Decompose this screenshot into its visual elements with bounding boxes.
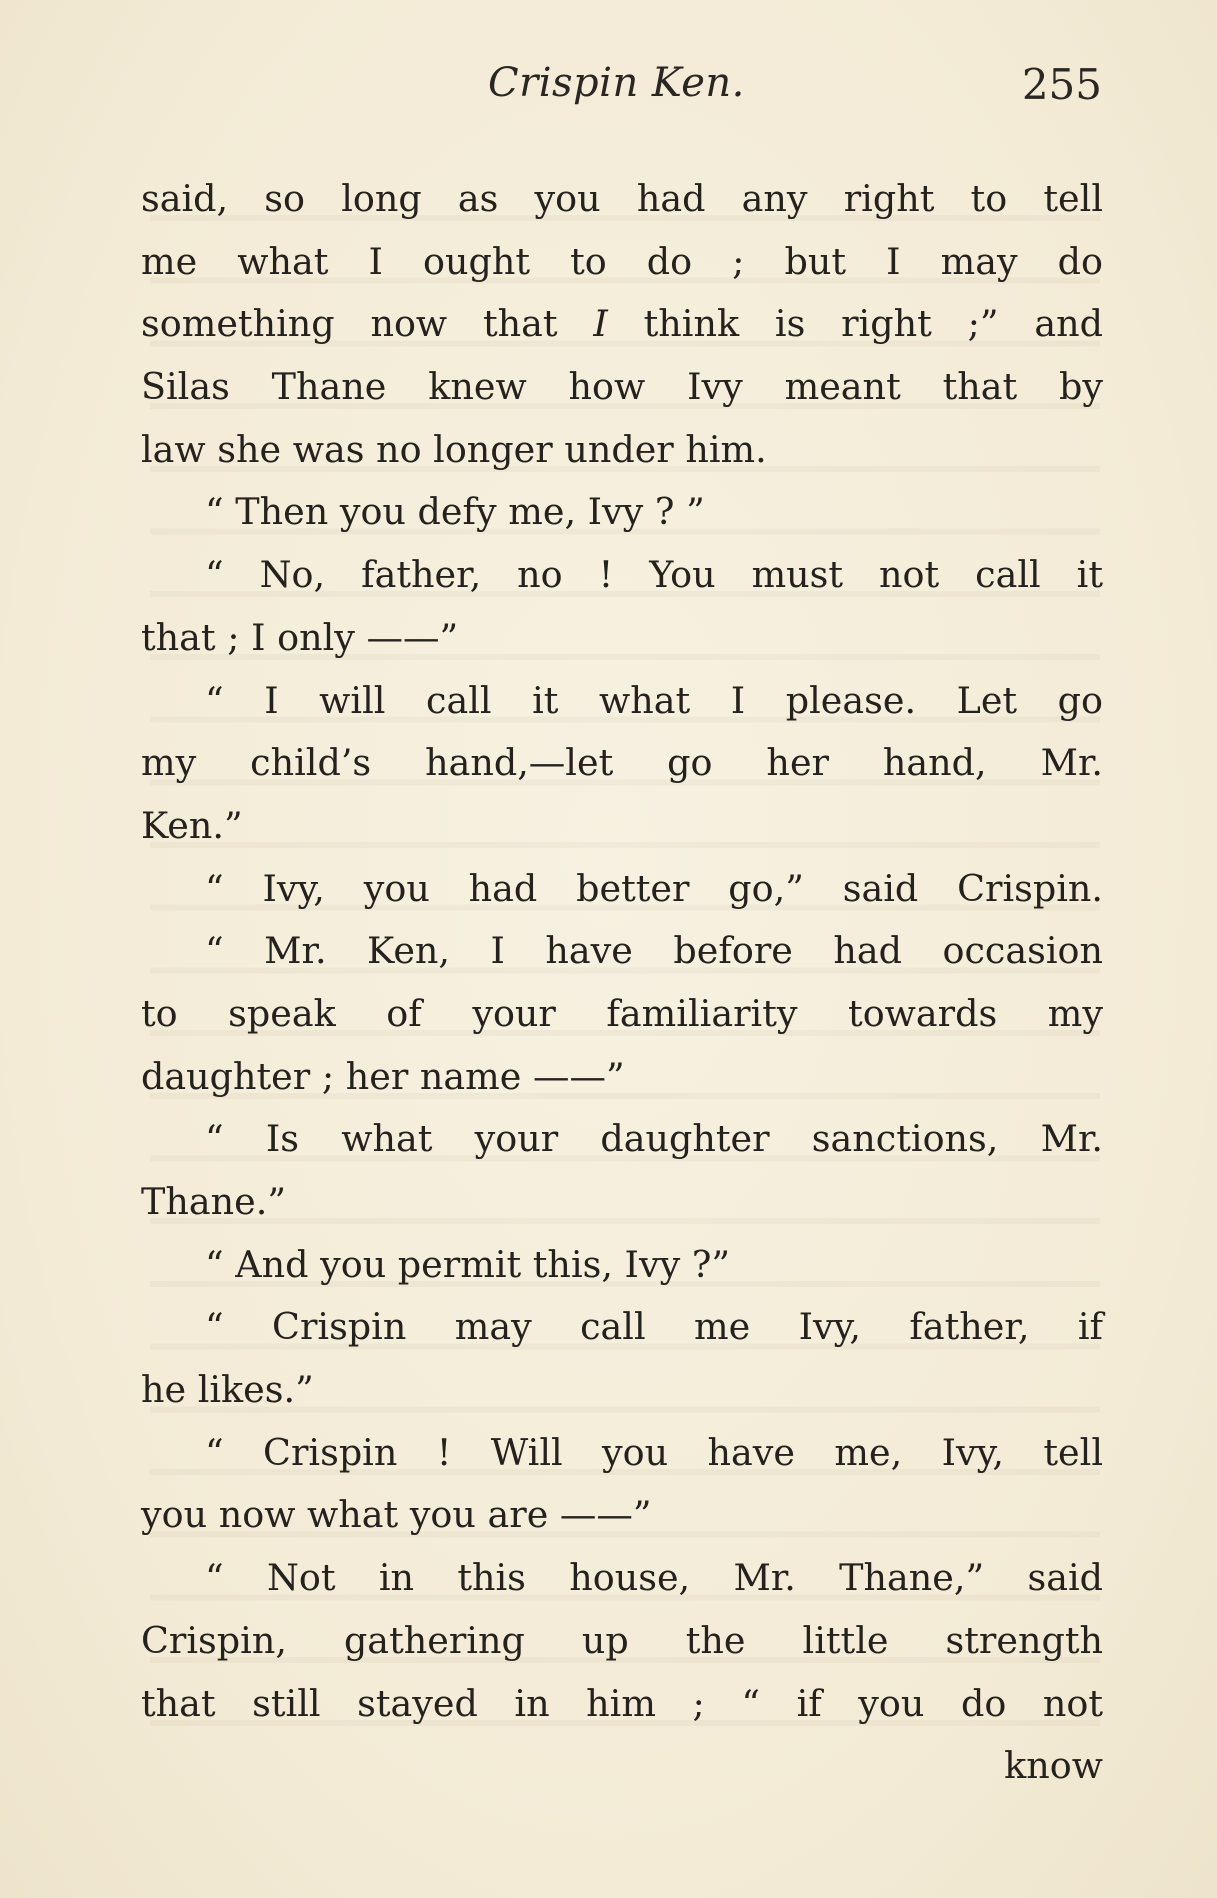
text-line: something now that I think is right ;” and	[141, 302, 1103, 346]
text-line: that ; I only ——”	[141, 615, 459, 659]
text-line: “ Then you defy me, Ivy ? ”	[205, 490, 705, 534]
text-line: Silas Thane knew how Ivy meant that by	[141, 365, 1103, 409]
text-line: “ And you permit this, Ivy ?”	[205, 1242, 731, 1286]
text-line: “ Not in this house, Mr. Thane,” said	[205, 1556, 1103, 1600]
text-line: me what I ought to do ; but I may do	[141, 239, 1103, 283]
text-line: “ Ivy, you had better go,” said Crispin.	[205, 866, 1103, 910]
page-header	[140, 58, 1102, 122]
catchword: know	[1004, 1744, 1103, 1788]
text-line: said, so long as you had any right to tell	[141, 177, 1103, 220]
text-line: “ Mr. Ken, I have before had occasion	[205, 929, 1103, 973]
body-text	[141, 168, 1103, 1798]
page-number: 255	[1021, 60, 1102, 109]
text-line: Ken.”	[141, 803, 243, 847]
text-line: daughter ; her name ——”	[141, 1054, 625, 1098]
text-line: to speak of your familiarity towards my	[141, 991, 1103, 1035]
text-line: “ Crispin ! Will you have me, Ivy, tell	[205, 1430, 1103, 1474]
text-line: Thane.”	[141, 1180, 286, 1223]
running-title: Crispin Ken.	[488, 60, 745, 106]
text-line: “ I will call it what I please. Let go	[205, 678, 1103, 722]
text-line: that still stayed in him ; “ if you do not	[141, 1681, 1103, 1725]
text-line: you now what you are ——”	[141, 1493, 652, 1537]
text-line: law she was no longer under him.	[141, 427, 767, 471]
text-line: “ No, father, no ! You must not call it	[205, 553, 1103, 597]
text-line: he likes.”	[141, 1368, 314, 1412]
text-line: “ Is what your daughter sanctions, Mr.	[205, 1117, 1103, 1161]
text-line: “ Crispin may call me Ivy, father, if	[205, 1305, 1103, 1349]
text-line: my child’s hand,—let go her hand, Mr.	[141, 741, 1103, 785]
text-line: Crispin, gathering up the little strength	[141, 1618, 1103, 1662]
